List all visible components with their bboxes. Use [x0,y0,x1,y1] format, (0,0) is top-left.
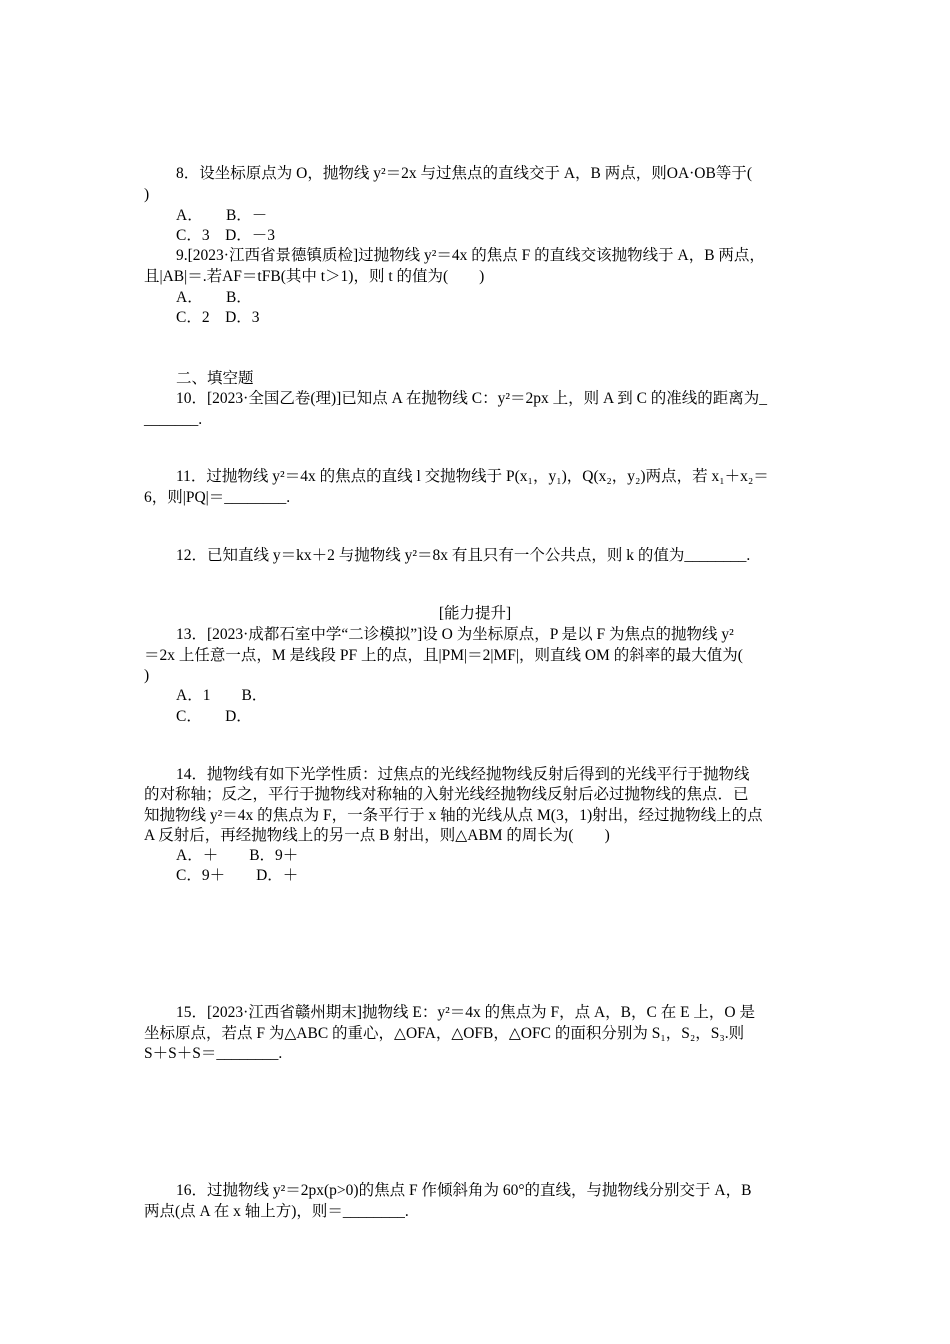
section-fill-in-title: 二、填空题 [176,370,254,387]
q11-stem-line1: 11．过抛物线 y²＝4x 的焦点的直线 l 交抛物线于 P(x₁，y₁)，Q(x₂，y₂)两点，若 x₁＋x₂＝ [176,468,769,485]
q10-stem-line2: _______. [144,411,203,428]
q9-options-cd: C．2 D．3 [176,309,260,326]
q13-stem-line1: 13．[2023·成都石室中学“二诊模拟”]设 O 为坐标原点，P 是以 F 为焦点的抛物线 y² [176,626,734,643]
q8-options-cd: C．3 D．－3 [176,227,276,244]
q13-options-ab: A．1 B． [176,687,268,704]
q8-stem-line1: 8．设坐标原点为 O，抛物线 y²＝2x 与过焦点的直线交于 A，B 两点，则OA·OB等于( [176,165,752,182]
q14-stem-line4: A 反射后，再经抛物线上的另一点 B 射出，则△ABM 的周长为( ) [144,827,610,844]
q14-stem-line2: 的对称轴；反之，平行于抛物线对称轴的入射光线经抛物线反射后必过抛物线的焦点．已 [144,786,749,803]
q14-options-ab: A．＋ B．9＋ [176,847,299,864]
q15-stem-line2: 坐标原点，若点 F 为△ABC 的重心，△OFA，△OFB，△OFC 的面积分别为 S₁，S₂，S₃.则 [144,1025,745,1042]
q13-stem-line2: ＝2x 上任意一点，M 是线段 PF 上的点，且|PM|＝2|MF|，则直线 OM 的斜率的最大值为( [144,647,743,664]
q15-stem-line1: 15．[2023·江西省赣州期末]抛物线 E：y²＝4x 的焦点为 F，点 A，B，C 在 E 上，O 是 [176,1004,756,1021]
q9-options-ab: A． B． [176,289,252,306]
q8-options-ab: A． B．－ [176,207,268,224]
q14-options-cd: C．9＋ D．＋ [176,867,299,884]
q14-stem-line1: 14．抛物线有如下光学性质：过焦点的光线经抛物线反射后得到的光线平行于抛物线 [176,766,750,783]
section-ability-title: [能力提升] [438,605,512,622]
q11-stem-line2: 6，则|PQ|＝________. [144,489,291,506]
q8-stem-line2: ) [144,186,150,203]
q12-stem-line1: 12．已知直线 y＝kx＋2 与抛物线 y²＝8x 有且只有一个公共点，则 k 的值为________. [176,547,751,564]
q16-stem-line1: 16．过抛物线 y²＝2px(p>0)的焦点 F 作倾斜角为 60°的直线，与抛物线分别交于 A，B [176,1182,752,1199]
q14-stem-line3: 知抛物线 y²＝4x 的焦点为 F，一条平行于 x 轴的光线从点 M(3，1)射出，经过抛物线上的点 [144,807,763,824]
q13-stem-line3: ) [144,667,150,684]
q9-stem-line1: 9.[2023·江西省景德镇质检]过抛物线 y²＝4x 的焦点 F 的直线交该抛物线于 A，B 两点， [176,247,765,264]
q15-stem-line3: S＋S＋S＝________. [144,1045,283,1062]
q9-stem-line2: 且|AB|＝.若AF＝tFB(其中 t＞1)，则 t 的值为( ) [144,268,485,285]
q16-stem-line2: 两点(点 A 在 x 轴上方)，则＝________. [144,1203,409,1220]
q13-options-cd: C． D． [176,708,252,725]
q10-stem-line1: 10．[2023·全国乙卷(理)]已知点 A 在抛物线 C：y²＝2px 上，则 A 到 C 的准线的距离为_ [176,390,768,407]
